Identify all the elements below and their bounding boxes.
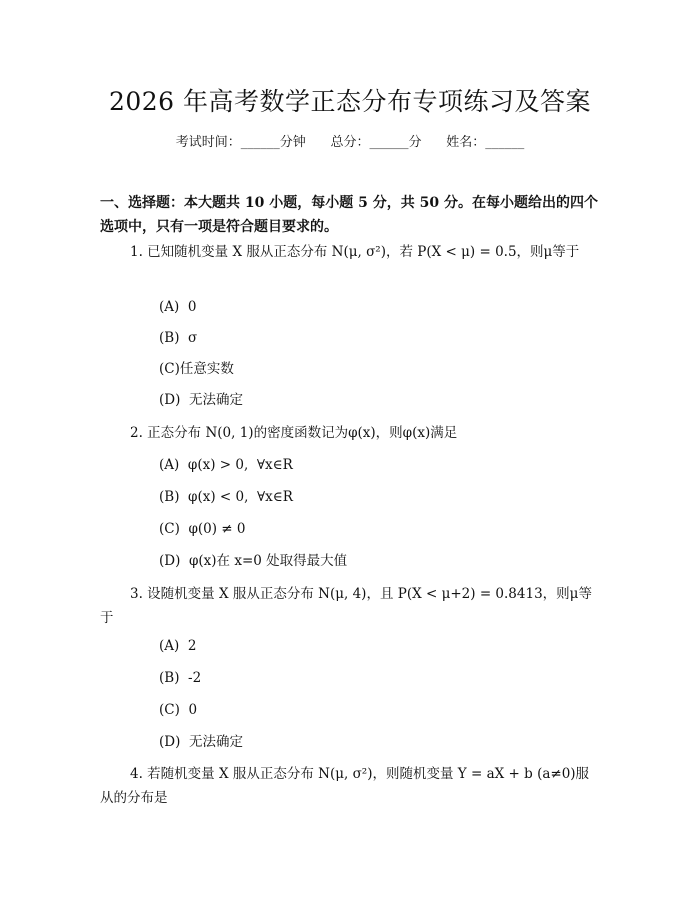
section-heading: 一、选择题：本大题共 10 小题，每小题 5 分，共 50 分。在每小题给出的四个选项中，只有一项是符合题目要求的。 [100,195,598,235]
question-3-option-d: (D) 无法确定 [159,734,243,750]
question-2-option-d: (D) φ(x)在 x=0 处取得最大值 [159,553,348,569]
question-1-option-d: (D) 无法确定 [159,392,243,408]
question-2-option-a: (A) φ(x) > 0, ∀x∈R [159,457,293,473]
question-2-option-c: (C) φ(0) ≠ 0 [159,521,246,537]
question-1-option-c: (C)任意实数 [159,361,234,377]
document-title: 2026 年高考数学正态分布专项练习及答案 [108,87,592,116]
question-1-option-a: (A) 0 [159,299,197,315]
question-3-option-c: (C) 0 [159,702,198,718]
question-1-text: 1. 已知随机变量 X 服从正态分布 N(μ, σ²)，若 P(X < μ) = 0.5，则μ等于 [130,244,580,260]
question-3-option-a: (A) 2 [159,638,197,654]
question-1-option-b: (B) σ [159,330,198,346]
question-4-text: 4. 若随机变量 X 服从正态分布 N(μ, σ²)，则随机变量 Y = aX + b (a≠0)服从的分布是 [100,766,590,806]
question-3-text: 3. 设随机变量 X 服从正态分布 N(μ, 4)，且 P(X < μ+2) = 0.8413，则μ等于 [100,586,592,626]
question-2-text: 2. 正态分布 N(0, 1)的密度函数记为φ(x)，则φ(x)满足 [130,425,458,441]
question-2-option-b: (B) φ(x) < 0, ∀x∈R [159,489,293,505]
exam-info-line: 考试时间：______分钟 总分：______分 姓名：______ [175,135,525,150]
question-3-option-b: (B) -2 [159,670,202,686]
